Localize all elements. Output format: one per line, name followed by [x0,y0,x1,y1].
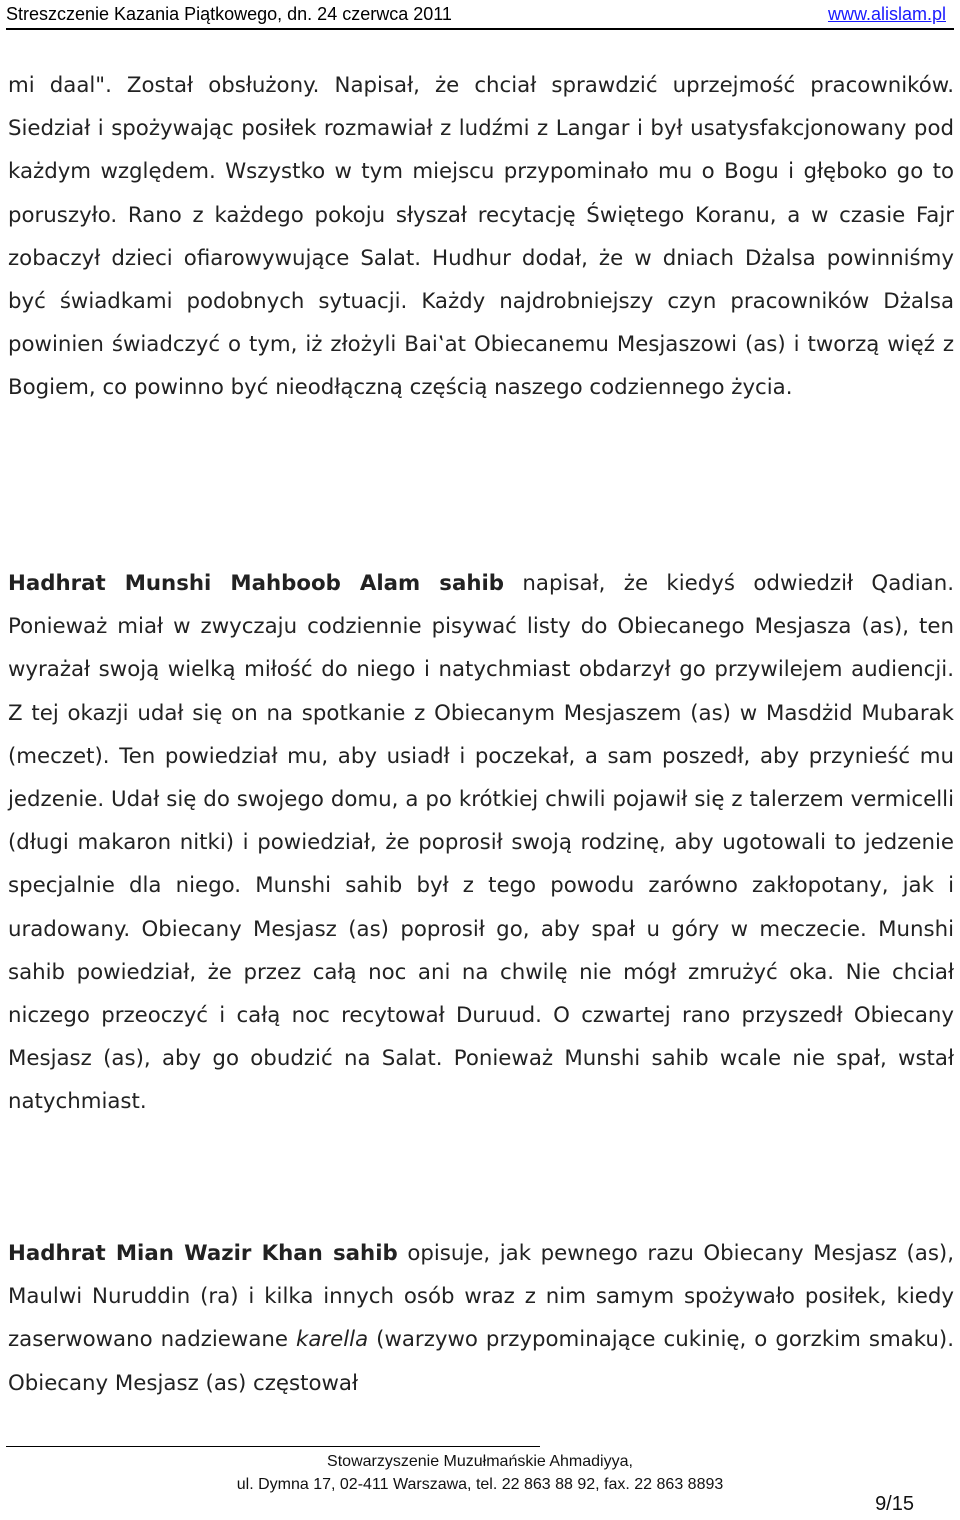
footer-address: ul. Dymna 17, 02-411 Warszawa, tel. 22 863 88 92, fax. 22 863 8893 [236,1476,724,1493]
header-title: Streszczenie Kazania Piątkowego, dn. 24 czerwca 2011 [6,4,452,24]
header-website-link[interactable]: www.alislam.pl [827,4,946,24]
footer-organization: Stowarzyszenie Muzułmańskie Ahmadiyya, [327,1453,633,1470]
paragraph-2 [8,562,954,1124]
paragraph-3-text-a: opisuje, jak pewnego razu Obiecany Mesjasz (as), Maulwi Nuruddin (ra) i kilka innych osób wraz z nim samym spożywało posiłek, kiedy zaserwowano nadziewane [8,1241,955,1353]
paragraph-1 [8,64,954,410]
page-footer [0,1450,960,1496]
paragraph-1-text: mi daal". Został obsłużony. Napisał, że chciał sprawdzić uprzejmość pracowników. Siedział i spożywając posiłek rozmawiał z ludźmi z Langar i był usatysfakcjonowany pod każdym względem. Wszystko w tym miejscu przypominało mu o Bogu i głęboko go to poruszyło. Rano z każdego pokoju słyszał recytację Świętego Koranu, a w czasie Fajr zobaczył dzieci ofiarowywujące Salat. Hudhur dodał, że w dniach Dżalsa powinniśmy być świadkami podobnych sytuacji. Każdy najdrobniejszy czyn pracowników Dżalsa powinien świadczyć o tym, iż złożyli Bai‛at Obiecanemu Mesjaszowi (as) i tworzą więź z Bogiem, co powinno być nieodłączną częścią naszego codziennego życia. [8,73,954,401]
paragraph-3 [8,1232,954,1405]
page-header [6,4,946,26]
paragraph-3-text-b: (warzywo przypominające cukinię, o gorzkim smaku). Obiecany Mesjasz (as) częstował [8,1327,954,1396]
page-number: 9/15 [875,1493,914,1515]
footer-divider [6,1446,540,1447]
paragraph-2-text: napisał, że kiedyś odwiedził Qadian. Ponieważ miał w zwyczaju codziennie pisywać listy do Obiecanego Mesjasza (as), ten wyrażał swoją wielką miłość do niego i natychmiast obdarzył go przywilejem audiencji. Z tej okazji udał się on na spotkanie z Obiecanym Mesjaszem (as) w Masdżid Mubarak (meczet). Ten powiedział mu, aby usiadł i poczekał, a sam poszedł, aby przynieść mu jedzenie. Udał się do swojego domu, a po krótkiej chwili pojawił się z talerzem vermicelli (długi makaron nitki) i powiedział, że poprosił swoją rodzinę, aby ugotowali to jedzenie specjalnie dla niego. Munshi sahib był z tego powodu zarówno zakłopotany, jak i uradowany. Obiecany Mesjasz (as) poprosił go, aby spał u góry w meczecie. Munshi sahib powiedział, że przez całą noc ani na chwilę nie mógł zmrużyć oka. Nie chciał niczego przeoczyć i całą noc recytował Duruud. O czwartej rano przyszedł Obiecany Mesjasz (as), aby go obudzić na Salat. Ponieważ Munshi sahib wcale nie spał, wstał natychmiast. [8,571,955,1115]
header-divider [6,28,954,30]
paragraph-3-italic-term: karella [296,1327,369,1353]
paragraph-2-name: Hadhrat Munshi Mahboob Alam sahib [8,571,505,596]
paragraph-3-name: Hadhrat Mian Wazir Khan sahib [8,1241,398,1266]
